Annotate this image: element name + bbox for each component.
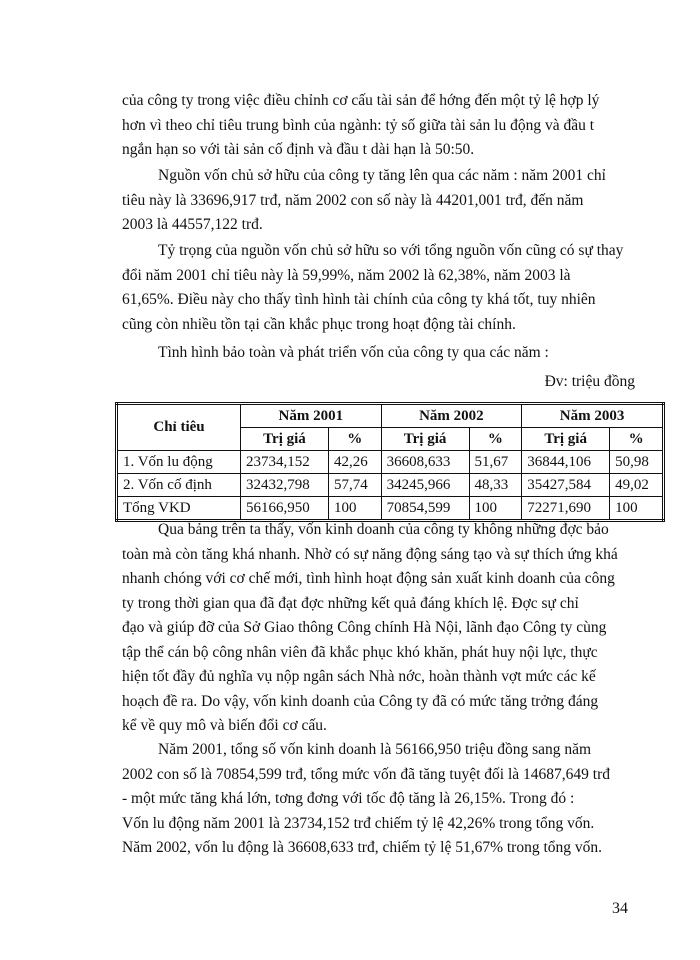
text-line: Năm 2002, vốn lu động là 36608,633 trđ, chiếm tỷ lệ 51,67% trong tổng vốn. [122,839,603,856]
paragraph-table-analysis [122,518,636,739]
text-line: cũng còn nhiều tồn tại cần khắc phục trong hoạt động tài chính. [122,315,516,333]
text-line: Tỷ trọng của nguồn vốn chủ sở hữu so với tổng nguồn vốn cũng có sự thay [158,242,624,259]
value-subheader: Trị giá [241,428,329,451]
year-header: Năm 2001 [241,404,382,428]
table-cell: 23734,152 [241,451,329,474]
table-cell: 32432,798 [241,474,329,497]
text-line: hiện tốt đầy đủ nghĩa vụ nộp ngân sách Nhà nớc, hoàn thành vợt mức các kế [122,668,596,685]
table-header-row [117,404,664,428]
value-subheader: Trị giá [381,428,469,451]
unit-label: Đv: triệu đồng [544,373,635,390]
table-cell: 50,98 [610,451,664,474]
paragraph-equity-ratio [122,239,636,337]
table-cell: 100 [610,497,664,521]
text-line: - một mức tăng khá lớn, tơng đơng với tốc độ tăng là 26,15%. Trong đó : [122,790,575,807]
paragraph-capital-growth [122,738,636,861]
capital-table [115,402,665,522]
table-row [117,451,664,474]
table-cell: 100 [328,497,381,521]
text-line: Qua bảng trên ta thấy, vốn kinh doanh của công ty không những đợc bảo [158,521,609,538]
text-line: tập thể cán bộ công nhân viên đã khắc phục khó khăn, phát huy nội lực, thực [122,643,598,661]
table-cell: 48,33 [469,474,522,497]
row-label: 2. Vốn cố định [117,474,241,497]
paragraph-asset-structure [122,89,636,163]
table-cell: 36844,106 [522,451,610,474]
percent-subheader: % [328,428,381,451]
text-line: 61,65%. Điều này cho thấy tình hình tài chính của công ty khá tốt, tuy nhiên [122,291,596,308]
paragraph-table-intro [122,341,636,366]
text-line: đạo và giúp đỡ của Sở Giao thông Công chính Hà Nội, lãnh đạo Công ty cùng [122,619,607,636]
table-cell: 36608,633 [381,451,469,474]
table-cell: 56166,950 [241,497,329,521]
value-subheader: Trị giá [522,428,610,451]
text-line: hơn vì theo chỉ tiêu trung bình của ngành: tỷ số giữa tài sản lu động và đầu t [122,116,595,134]
table-row [117,497,664,521]
text-line: đổi năm 2001 chỉ tiêu này là 59,99%, năm 2002 là 62,38%, năm 2003 là [122,266,571,284]
text-line: của công ty trong việc điều chỉnh cơ cấu tài sản để hớng đến một tỷ lệ hợp lý [122,92,600,109]
percent-subheader: % [610,428,664,451]
text-line: hoạch đề ra. Do vậy, vốn kinh doanh của Công ty đã có mức tăng trởng đáng [122,692,599,710]
table-cell: 57,74 [328,474,381,497]
text-line: Năm 2001, tổng số vốn kinh doanh là 56166,950 triệu đồng sang năm [158,741,592,758]
row-label: Tổng VKD [117,497,241,521]
text-line: toàn mà còn tăng khá nhanh. Nhờ có sự năng động sáng tạo và sự thích ứng khá [122,545,618,563]
table-cell: 49,02 [610,474,664,497]
table-cell: 100 [469,497,522,521]
text-line: nhanh chóng với cơ chế mới, tình hình hoạt động sản xuất kinh doanh của công [122,570,615,587]
year-header: Năm 2002 [381,404,522,428]
column-header-indicator: Chỉ tiêu [117,404,241,451]
page-number: 34 [612,900,628,917]
text-line: 2003 là 44557,122 trđ. [122,216,263,233]
table-cell: 42,26 [328,451,381,474]
table-row [117,474,664,497]
percent-subheader: % [469,428,522,451]
text-line: 2002 con số là 70854,599 trđ, tổng mức vốn đã tăng tuyệt đối là 14687,649 trđ [122,765,610,783]
text-line: kể về quy mô và biến đổi cơ cấu. [122,717,327,734]
text-line: tiêu này là 33696,917 trđ, năm 2002 con số này là 44201,001 trđ, đến năm [122,191,584,209]
table-cell: 51,67 [469,451,522,474]
text-line: ty trong thời gian qua đã đạt đợc những kết quả đáng khích lệ. Đợc sự chỉ [122,594,579,612]
paragraph-equity [122,164,636,238]
table-cell: 72271,690 [522,497,610,521]
table-cell: 35427,584 [522,474,610,497]
text-line: ngắn hạn so với tài sản cố định và đầu t dài hạn là 50:50. [122,141,475,158]
year-header: Năm 2003 [522,404,664,428]
text-line: Vốn lu động năm 2001 là 23734,152 trđ chiếm tỷ lệ 42,26% trong tổng vốn. [122,814,595,832]
text-line: Nguồn vốn chủ sở hữu của công ty tăng lên qua các năm : năm 2001 chỉ [158,167,606,184]
text-line: Tình hình bảo toàn và phát triển vốn của công ty qua các năm : [158,344,549,361]
table-cell: 70854,599 [381,497,469,521]
row-label: 1. Vốn lu động [117,451,241,474]
table-cell: 34245,966 [381,474,469,497]
